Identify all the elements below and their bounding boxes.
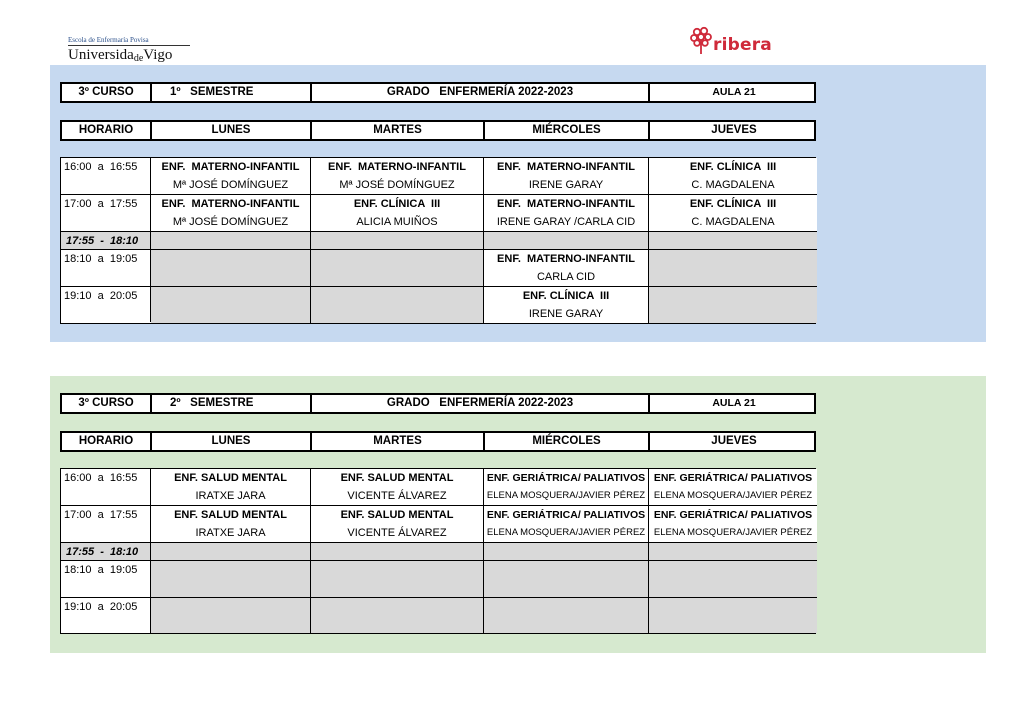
time-slot: 18:10 a 19:05 [61,561,151,598]
empty-cell [151,561,311,598]
header-horario: HORARIO [62,433,152,450]
break-cell [649,543,817,561]
time-slot: 17:00 a 17:55 [61,506,151,543]
empty-cell [311,287,484,323]
class-cell: ENF. MATERNO-INFANTIL Mª JOSÉ DOMÍNGUEZ [151,195,311,232]
class-cell: ENF. CLÍNICA III C. MAGDALENA [649,158,817,195]
class-cell: ENF. GERIÁTRICA/ PALIATIVOS ELENA MOSQUERA/JAVIER PÉREZ [484,506,649,543]
break-slot: 17:55 - 18:10 [61,232,151,250]
break-cell [649,232,817,250]
classroom-label: AULA 21 [712,86,756,98]
header-lunes: LUNES [152,433,312,450]
break-cell [151,543,311,561]
empty-cell [649,561,817,598]
semester-label: 2º SEMESTRE [152,395,312,412]
break-cell [311,543,484,561]
class-cell: ENF. CLÍNICA III C. MAGDALENA [649,195,817,232]
break-cell [484,232,649,250]
semester-label: 1º SEMESTRE [152,84,312,101]
empty-cell [151,598,311,633]
empty-cell [484,598,649,633]
degree-label: GRADO ENFERMERÍA 2022-2023 [312,84,650,101]
break-cell [151,232,311,250]
semester-2-panel [50,376,986,653]
break-slot: 17:55 - 18:10 [61,543,151,561]
time-slot: 19:10 a 20:05 [61,598,151,633]
semester-2-title-row [60,393,816,414]
class-cell: ENF. MATERNO-INFANTIL CARLA CID [484,250,649,287]
ribera-wordmark: ribera [713,35,772,55]
class-cell: ENF. MATERNO-INFANTIL IRENE GARAY [484,158,649,195]
universidade-vigo-logo [68,36,198,66]
semester-1-title-row [60,82,816,103]
class-cell: ENF. GERIÁTRICA/ PALIATIVOS ELENA MOSQUERA/JAVIER PÉREZ [649,469,817,506]
class-cell: ENF. MATERNO-INFANTIL Mª JOSÉ DOMÍNGUEZ [311,158,484,195]
semester-1-schedule-table [60,157,816,324]
empty-cell [649,287,817,323]
class-cell: ENF. SALUD MENTAL VICENTE ÁLVAREZ [311,469,484,506]
empty-cell [311,250,484,287]
semester-2-header-row [60,431,816,452]
class-cell: ENF. SALUD MENTAL VICENTE ÁLVAREZ [311,506,484,543]
time-slot: 16:00 a 16:55 [61,469,151,506]
header-jueves: JUEVES [711,124,757,136]
header-lunes: LUNES [152,122,312,139]
classroom-label: AULA 21 [712,397,756,409]
course-label: 3º CURSO [62,395,152,412]
break-cell [484,543,649,561]
school-name: Escola de Enfermaría Povisa [68,36,149,44]
header-miercoles: MIÉRCOLES [485,122,650,139]
time-slot: 19:10 a 20:05 [61,287,151,322]
class-cell: ENF. MATERNO-INFANTIL Mª JOSÉ DOMÍNGUEZ [151,158,311,195]
header-martes: MARTES [312,433,485,450]
empty-cell [311,561,484,598]
class-cell: ENF. GERIÁTRICA/ PALIATIVOS ELENA MOSQUERA/JAVIER PÉREZ [649,506,817,543]
class-cell: ENF. MATERNO-INFANTIL IRENE GARAY /CARLA CID [484,195,649,232]
class-cell: ENF. CLÍNICA III ALICIA MUIÑOS [311,195,484,232]
semester-2-schedule-table [60,468,816,634]
empty-cell [311,598,484,633]
class-cell: ENF. SALUD MENTAL IRATXE JARA [151,506,311,543]
time-slot: 18:10 a 19:05 [61,250,151,287]
empty-cell [649,598,817,633]
time-slot: 16:00 a 16:55 [61,158,151,195]
course-label: 3º CURSO [62,84,152,101]
class-cell: ENF. CLÍNICA III IRENE GARAY [484,287,649,323]
break-cell [311,232,484,250]
header-jueves: JUEVES [711,435,757,447]
empty-cell [151,287,311,323]
ribera-logo [690,24,772,58]
ribera-tree-icon [690,26,712,56]
time-slot: 17:00 a 17:55 [61,195,151,232]
semester-1-header-row [60,120,816,141]
empty-cell [151,250,311,287]
empty-cell [649,250,817,287]
header-martes: MARTES [312,122,485,139]
class-cell: ENF. SALUD MENTAL IRATXE JARA [151,469,311,506]
empty-cell [484,561,649,598]
class-cell: ENF. GERIÁTRICA/ PALIATIVOS ELENA MOSQUERA/JAVIER PÉREZ [484,469,649,506]
header-horario: HORARIO [62,122,152,139]
degree-label: GRADO ENFERMERÍA 2022-2023 [312,395,650,412]
university-name: UniversidadeVigo [68,45,190,65]
header-miercoles: MIÉRCOLES [485,433,650,450]
semester-1-panel [50,65,986,342]
